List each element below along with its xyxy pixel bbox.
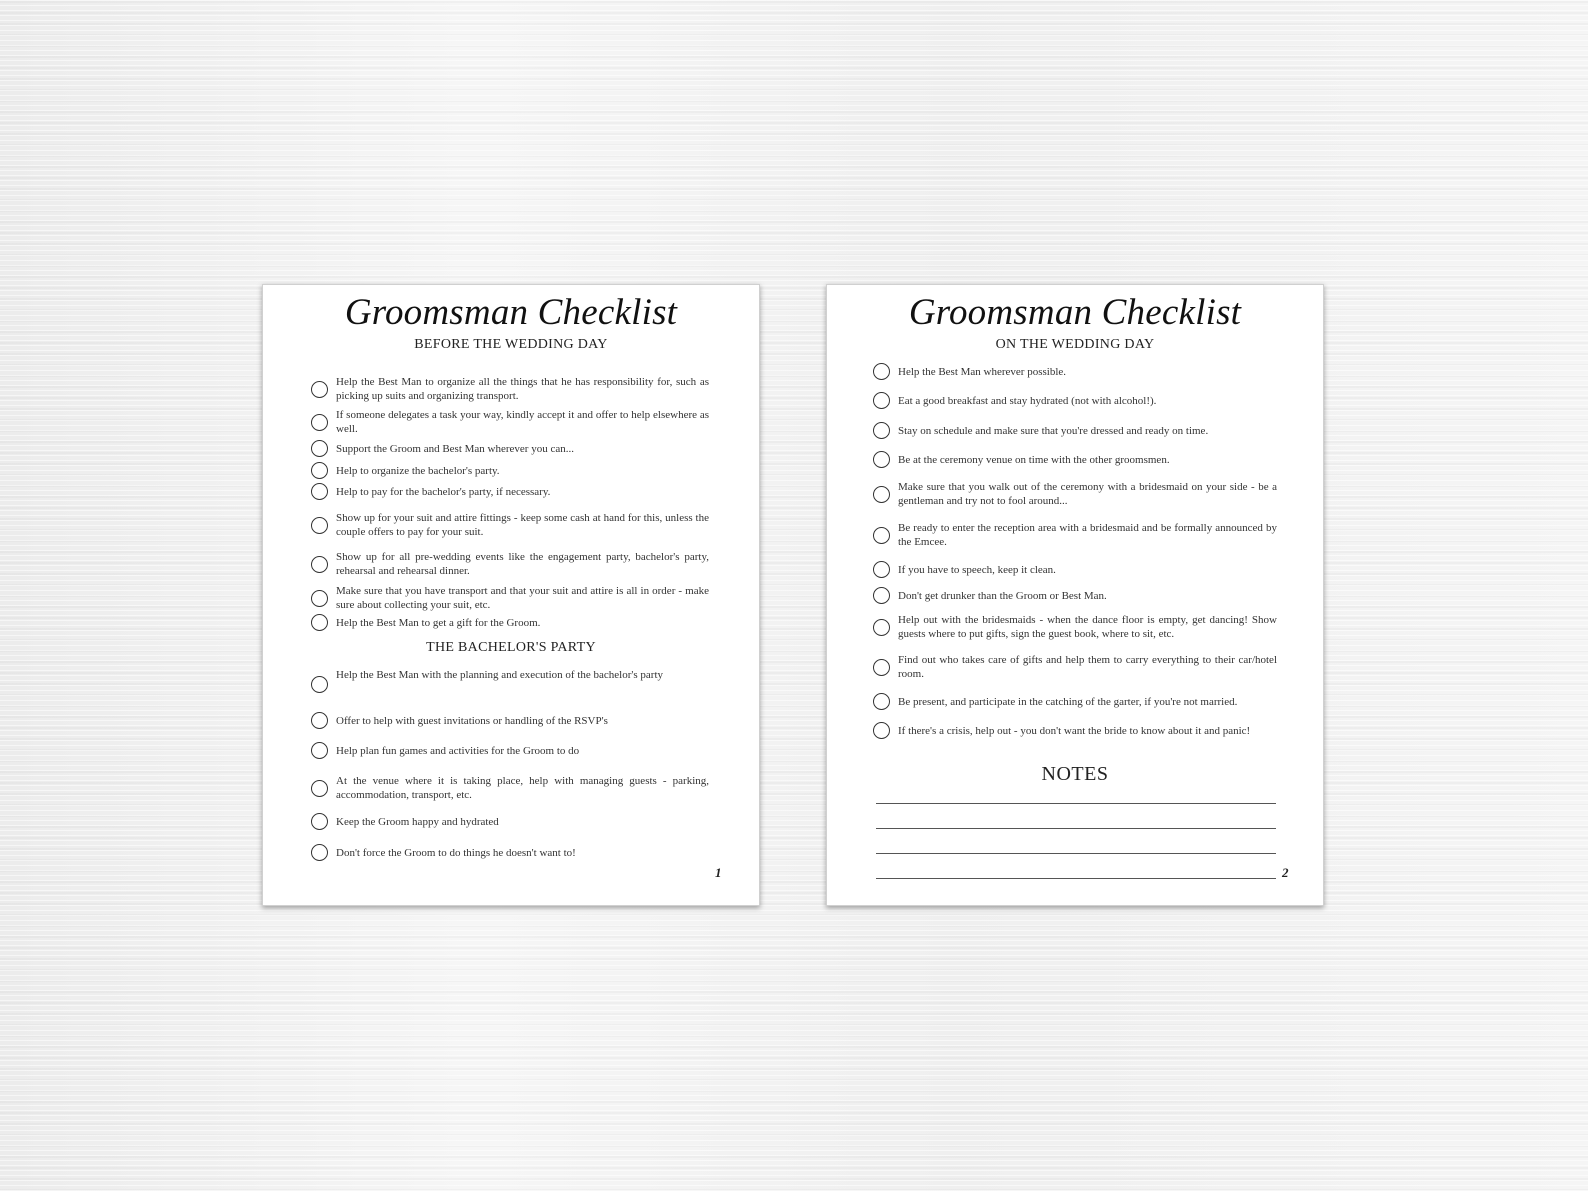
checkbox-circle[interactable] bbox=[311, 590, 328, 607]
checklist-item bbox=[873, 722, 1277, 739]
checklist-item bbox=[311, 483, 709, 500]
checkbox-circle[interactable] bbox=[311, 381, 328, 398]
item-text: Support the Groom and Best Man wherever you can... bbox=[336, 442, 574, 455]
item-text: If there's a crisis, help out - you don't want the bride to know about it and panic! bbox=[898, 724, 1251, 737]
checkbox-circle[interactable] bbox=[311, 517, 328, 534]
item-text: If someone delegates a task your way, kindly accept it and offer to help elsewhere as well. bbox=[336, 409, 709, 435]
section-heading-before-wedding: BEFORE THE WEDDING DAY bbox=[414, 337, 608, 352]
checklist-item bbox=[311, 844, 709, 861]
item-text: Find out who takes care of gifts and help them to carry everything to their car/hotel room. bbox=[898, 654, 1277, 680]
checklist-item bbox=[311, 774, 709, 802]
item-text: Don't get drunker than the Groom or Best Man. bbox=[898, 589, 1107, 602]
checklist-item bbox=[873, 693, 1277, 710]
checklist-item bbox=[873, 363, 1277, 380]
checklist-item bbox=[311, 614, 709, 631]
checklist-item bbox=[311, 550, 709, 578]
checkbox-circle[interactable] bbox=[873, 486, 890, 503]
item-text: Help to pay for the bachelor's party, if necessary. bbox=[336, 485, 551, 498]
checkbox-circle[interactable] bbox=[311, 813, 328, 830]
item-text: If you have to speech, keep it clean. bbox=[898, 563, 1056, 576]
checklist-item bbox=[311, 742, 709, 759]
checkbox-circle[interactable] bbox=[873, 659, 890, 676]
checkbox-circle[interactable] bbox=[311, 742, 328, 759]
checklist-item bbox=[873, 392, 1277, 409]
item-text: Eat a good breakfast and stay hydrated (not with alcohol!). bbox=[898, 394, 1157, 407]
checklist-item bbox=[311, 813, 709, 830]
item-text: Keep the Groom happy and hydrated bbox=[336, 815, 499, 828]
item-text: Show up for all pre-wedding events like the engagement party, bachelor's party, rehearsal and rehearsal dinner. bbox=[336, 551, 709, 577]
checklist-item bbox=[311, 712, 709, 729]
section-heading-on-wedding-day: ON THE WEDDING DAY bbox=[995, 337, 1155, 352]
checkbox-circle[interactable] bbox=[873, 451, 890, 468]
checkbox-circle[interactable] bbox=[311, 780, 328, 797]
checkbox-circle[interactable] bbox=[873, 587, 890, 604]
checkbox-circle[interactable] bbox=[311, 844, 328, 861]
item-text: Be ready to enter the reception area with a bridesmaid and be formally announced by the Emcee. bbox=[898, 522, 1277, 548]
item-text: Help out with the bridesmaids - when the dance floor is empty, get dancing! Show guests where to put gifts, sign the guest book, where to sit, etc. bbox=[898, 614, 1277, 640]
notes-writing-line[interactable] bbox=[876, 853, 1276, 854]
item-text: Offer to help with guest invitations or handling of the RSVP's bbox=[336, 714, 608, 727]
item-text: Make sure that you have transport and that your suit and attire is all in order - make sure about collecting your suit, etc. bbox=[336, 585, 709, 611]
checklist-page-2 bbox=[826, 284, 1324, 906]
checklist-page-1 bbox=[262, 284, 760, 906]
checklist-item bbox=[311, 584, 709, 612]
checklist-item bbox=[311, 669, 709, 693]
item-text: Don't force the Groom to do things he doesn't want to! bbox=[336, 846, 576, 859]
checkbox-circle[interactable] bbox=[873, 561, 890, 578]
item-text: Help plan fun games and activities for the Groom to do bbox=[336, 744, 580, 757]
checkbox-circle[interactable] bbox=[311, 462, 328, 479]
item-text: Be at the ceremony venue on time with the other groomsmen. bbox=[898, 453, 1170, 466]
checkbox-circle[interactable] bbox=[311, 414, 328, 431]
page-title: Groomsman Checklist bbox=[344, 292, 678, 333]
checkbox-circle[interactable] bbox=[873, 363, 890, 380]
item-text: Make sure that you walk out of the ceremony with a bridesmaid on your side - be a gentleman and try not to fool around... bbox=[898, 481, 1277, 507]
item-text: Help the Best Man with the planning and execution of the bachelor's party bbox=[336, 669, 664, 681]
checkbox-circle[interactable] bbox=[873, 693, 890, 710]
item-text: Show up for your suit and attire fittings - keep some cash at hand for this, unless the couple offers to pay for your suit. bbox=[336, 512, 709, 538]
checkbox-circle[interactable] bbox=[873, 722, 890, 739]
notes-heading: NOTES bbox=[1041, 763, 1109, 785]
section-heading-bachelors-party: THE BACHELOR'S PARTY bbox=[426, 640, 596, 655]
notes-writing-line[interactable] bbox=[876, 803, 1276, 804]
checklist-item bbox=[311, 375, 709, 403]
item-text: Help the Best Man to get a gift for the Groom. bbox=[336, 616, 541, 629]
item-text: Be present, and participate in the catching of the garter, if you're not married. bbox=[898, 695, 1238, 708]
checkbox-circle[interactable] bbox=[873, 392, 890, 409]
notes-writing-line[interactable] bbox=[876, 878, 1276, 879]
checkbox-circle[interactable] bbox=[311, 556, 328, 573]
checklist-item bbox=[873, 587, 1277, 604]
checkbox-circle[interactable] bbox=[873, 527, 890, 544]
checkbox-circle[interactable] bbox=[873, 422, 890, 439]
checklist-item bbox=[873, 561, 1277, 578]
notes-writing-line[interactable] bbox=[876, 828, 1276, 829]
item-text: At the venue where it is taking place, help with managing guests - parking, accommodation, transport, etc. bbox=[336, 775, 709, 801]
checklist-item bbox=[873, 653, 1277, 681]
checkbox-circle[interactable] bbox=[873, 619, 890, 636]
checklist-item bbox=[873, 521, 1277, 549]
checklist-item bbox=[873, 451, 1277, 468]
checklist-item bbox=[311, 408, 709, 436]
checkbox-circle[interactable] bbox=[311, 614, 328, 631]
checklist-item bbox=[311, 440, 709, 457]
checklist-item bbox=[873, 480, 1277, 508]
checklist-item bbox=[311, 511, 709, 539]
page-title: Groomsman Checklist bbox=[908, 292, 1242, 333]
page-number: 1 bbox=[715, 865, 722, 880]
checklist-item bbox=[873, 613, 1277, 641]
checkbox-circle[interactable] bbox=[311, 483, 328, 500]
checkbox-circle[interactable] bbox=[311, 712, 328, 729]
item-text: Help the Best Man to organize all the things that he has responsibility for, such as picking up suits and organizing transport. bbox=[336, 376, 709, 402]
item-text: Help the Best Man wherever possible. bbox=[898, 365, 1067, 378]
checklist-item bbox=[311, 462, 709, 479]
page-number: 2 bbox=[1282, 865, 1289, 880]
checkbox-circle[interactable] bbox=[311, 676, 328, 693]
checkbox-circle[interactable] bbox=[311, 440, 328, 457]
checklist-item bbox=[873, 422, 1277, 439]
item-text: Stay on schedule and make sure that you're dressed and ready on time. bbox=[898, 424, 1209, 437]
item-text: Help to organize the bachelor's party. bbox=[336, 464, 500, 477]
